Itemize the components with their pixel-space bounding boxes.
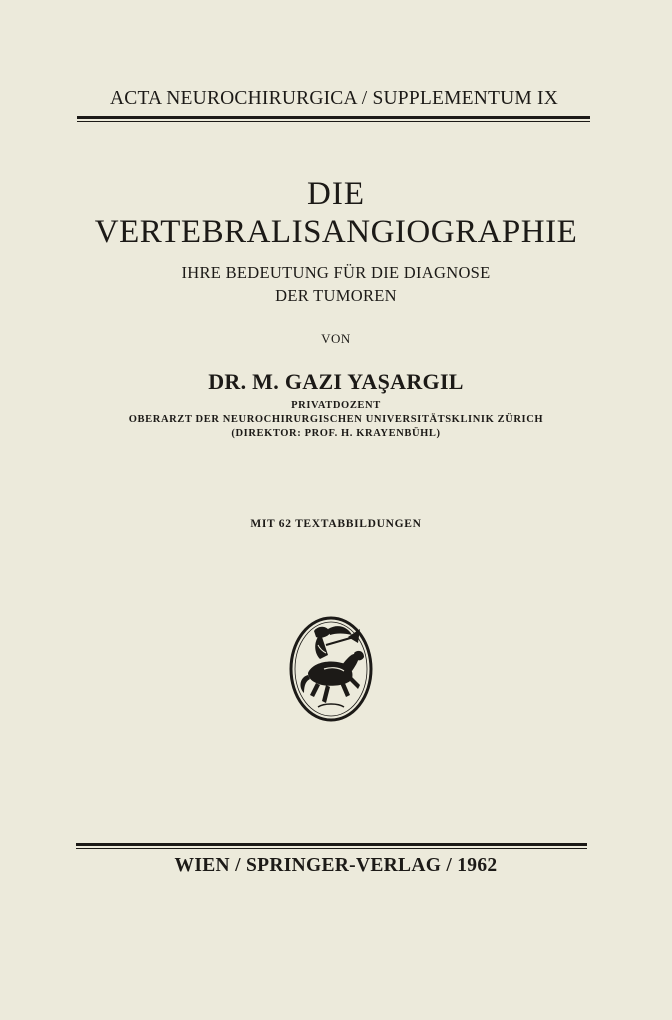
author-position: PRIVATDOZENT — [291, 400, 381, 411]
author-name: DR. M. GAZI YAŞARGIL — [208, 369, 464, 394]
author-affiliation: OBERARZT DER NEUROCHIRURGISCHEN UNIVERSITÄTSKLINIK ZÜRICH — [128, 414, 544, 425]
top-rule-thick — [77, 116, 590, 119]
figures-note: MIT 62 TEXTABBILDUNGEN — [250, 518, 422, 530]
springer-knight-horse-emblem-icon — [288, 615, 374, 723]
bottom-rule-thick — [76, 843, 587, 846]
subtitle-line-1: IHRE BEDEUTUNG FÜR DIE DIAGNOSE — [181, 263, 491, 282]
bottom-rule-thin — [76, 848, 587, 849]
book-title-line-1: DIE — [307, 176, 365, 212]
subtitle-line-2: DER TUMOREN — [275, 286, 397, 305]
author-director: (DIREKTOR: PROF. H. KRAYENBÜHL) — [231, 428, 441, 439]
series-title: ACTA NEUROCHIRURGICA / SUPPLEMENTUM IX — [109, 88, 559, 109]
publisher-imprint: WIEN / SPRINGER-VERLAG / 1962 — [174, 855, 498, 876]
byline: VON — [321, 331, 351, 346]
book-title-line-2: VERTEBRALISANGIOGRAPHIE — [94, 214, 578, 250]
top-rule-thin — [77, 121, 590, 122]
